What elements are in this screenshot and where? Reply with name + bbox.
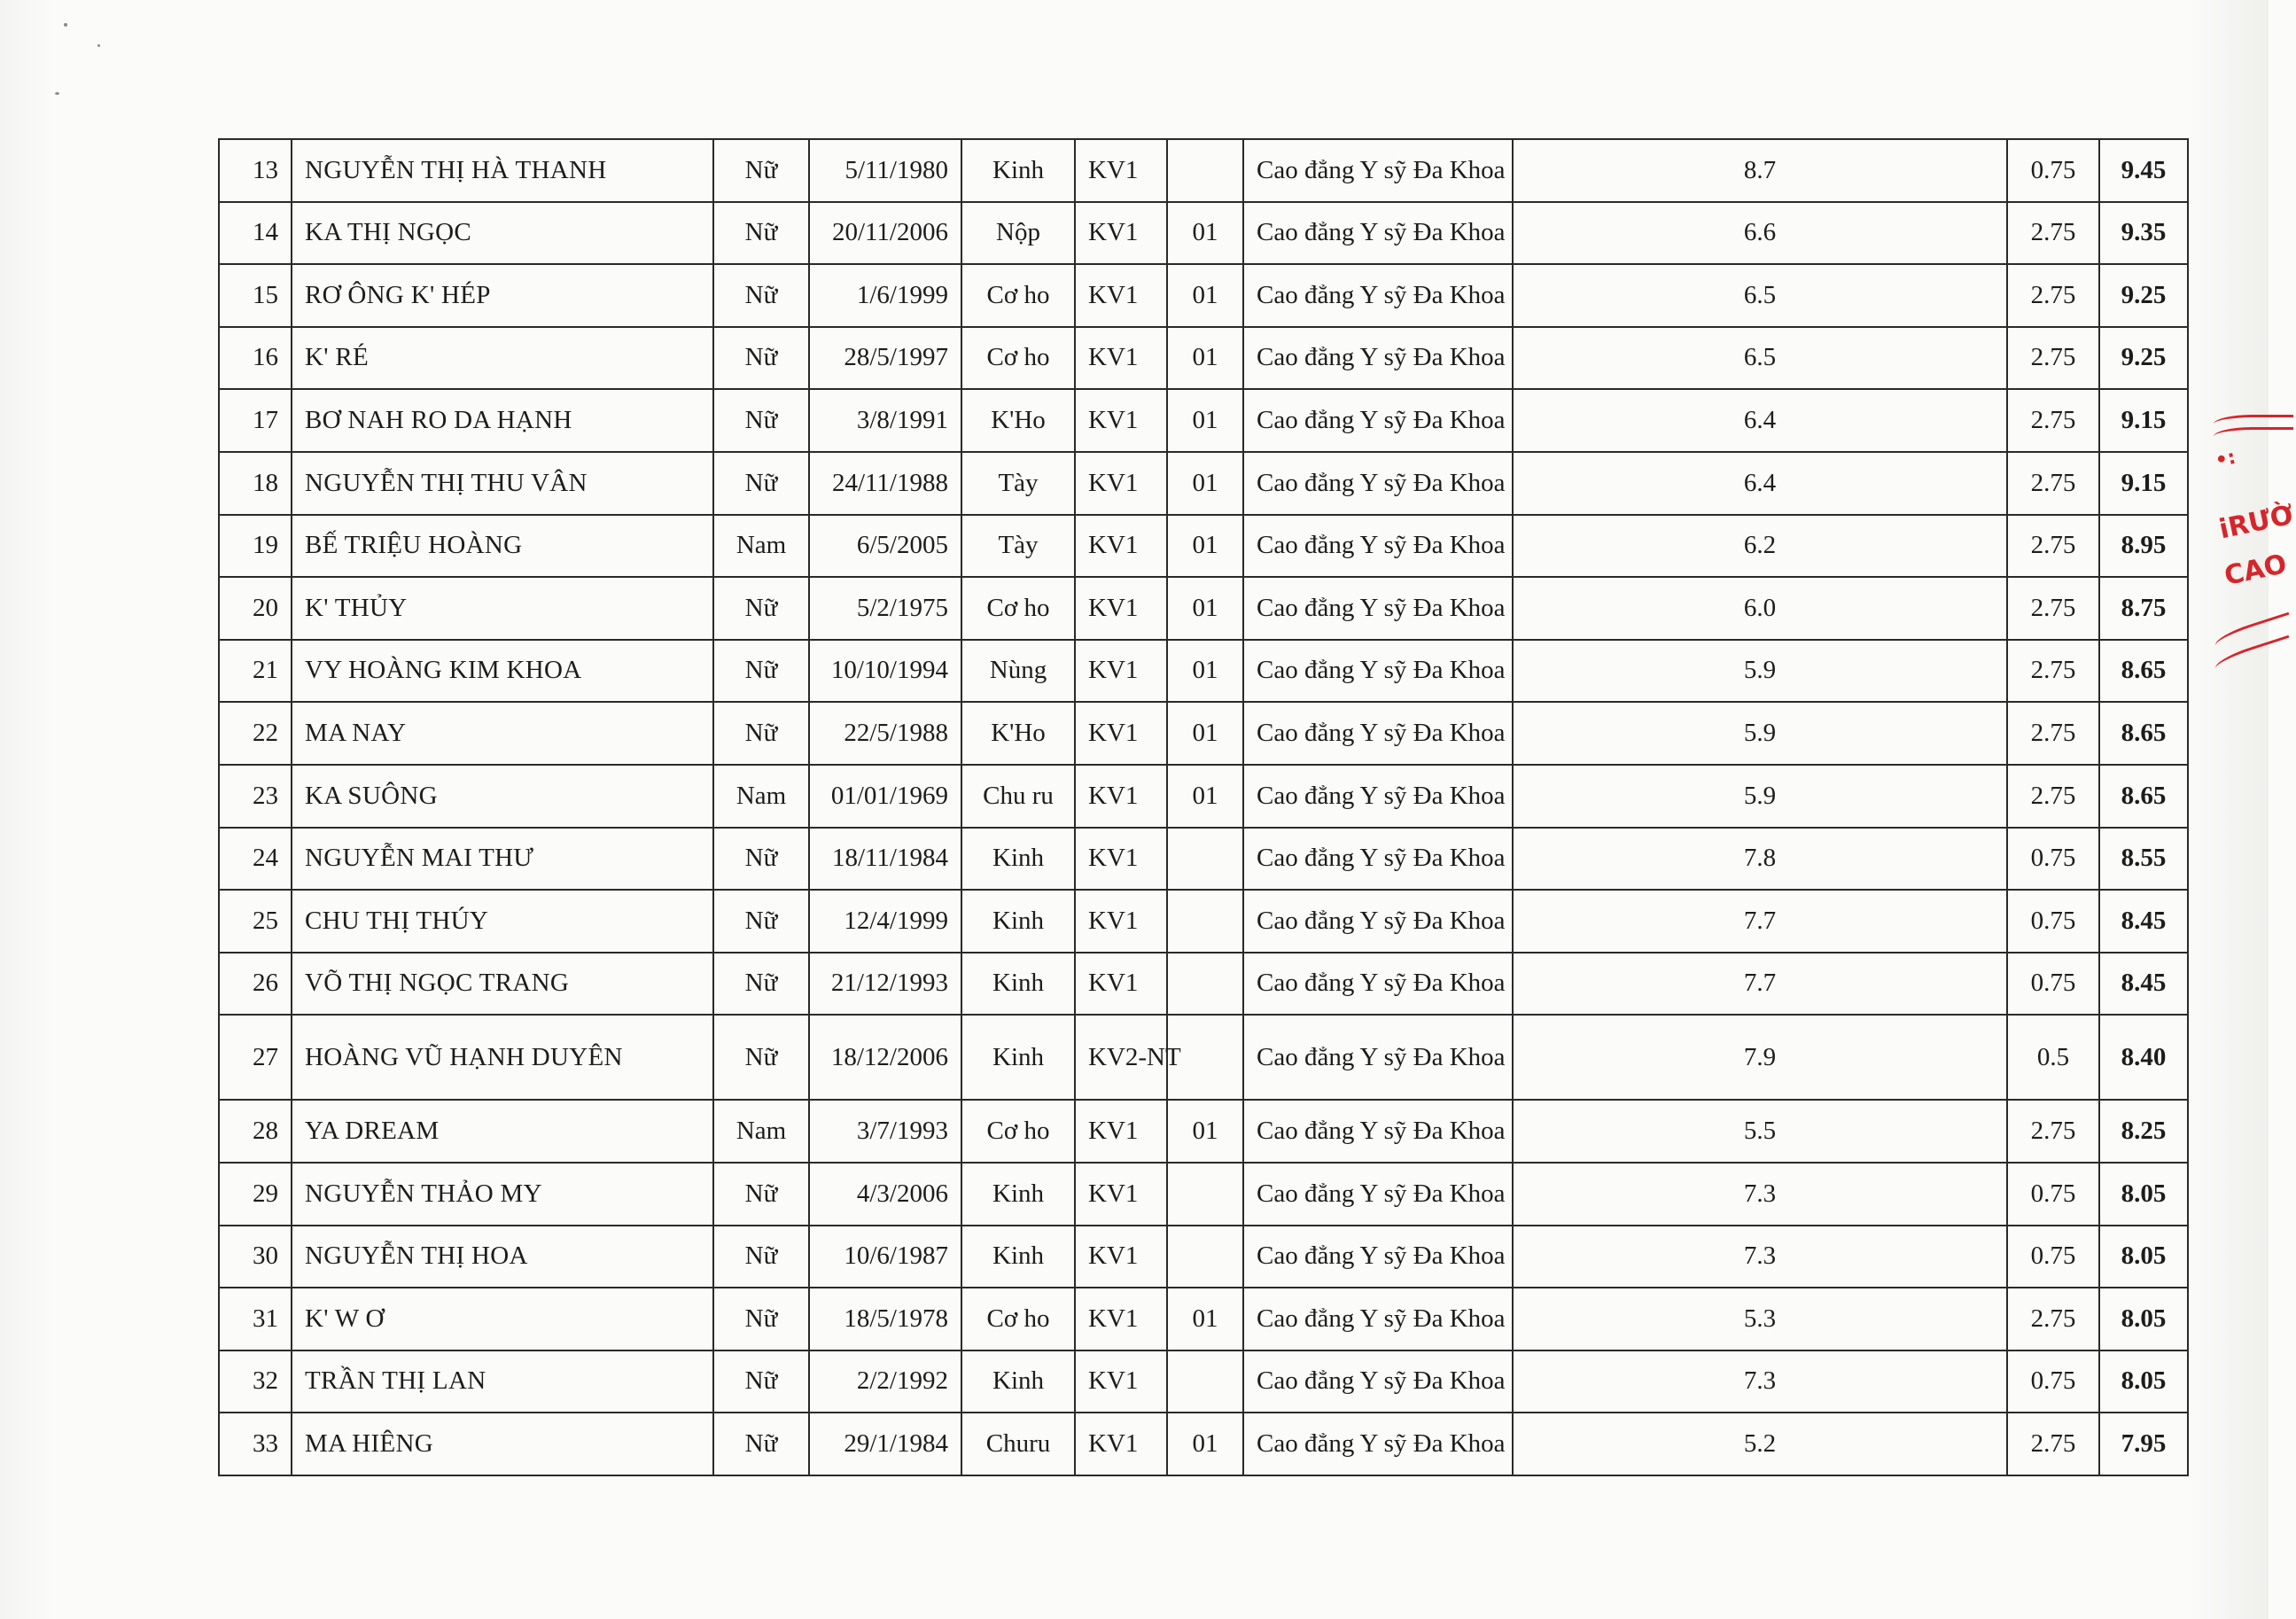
cell-bonus-points: 2.75 bbox=[2007, 389, 2099, 452]
cell-priority-object: 01 bbox=[1167, 1100, 1243, 1163]
cell-gender: Nữ bbox=[713, 702, 809, 765]
cell-row-number: 33 bbox=[219, 1413, 292, 1475]
cell-gender: Nữ bbox=[713, 828, 809, 891]
cell-priority-area: KV1 bbox=[1075, 702, 1167, 765]
cell-ethnicity: Chu ru bbox=[961, 765, 1075, 828]
cell-full-name: VÕ THỊ NGỌC TRANG bbox=[292, 953, 713, 1016]
cell-ethnicity: Cơ ho bbox=[961, 327, 1075, 390]
cell-gender: Nam bbox=[713, 1100, 809, 1163]
cell-gender: Nữ bbox=[713, 577, 809, 640]
cell-priority-area: KV1 bbox=[1075, 828, 1167, 891]
cell-priority-object: 01 bbox=[1167, 765, 1243, 828]
cell-bonus-points: 2.75 bbox=[2007, 202, 2099, 265]
cell-total-score: 9.25 bbox=[2099, 264, 2188, 327]
cell-ethnicity: K'Ho bbox=[961, 702, 1075, 765]
table-row bbox=[219, 765, 2188, 828]
cell-total-score: 9.15 bbox=[2099, 389, 2188, 452]
scan-speck bbox=[64, 23, 67, 27]
table-row bbox=[219, 1413, 2188, 1475]
table-row bbox=[219, 953, 2188, 1016]
cell-ethnicity: K'Ho bbox=[961, 389, 1075, 452]
cell-date-of-birth: 4/3/2006 bbox=[809, 1163, 961, 1226]
cell-ethnicity: Cơ ho bbox=[961, 1288, 1075, 1350]
cell-total-score: 8.25 bbox=[2099, 1100, 2188, 1163]
cell-major: Cao đẳng Y sỹ Đa Khoa bbox=[1243, 515, 1513, 578]
cell-row-number: 26 bbox=[219, 953, 292, 1016]
table-row bbox=[219, 202, 2188, 265]
cell-full-name: HOÀNG VŨ HẠNH DUYÊN bbox=[292, 1015, 713, 1100]
cell-priority-area: KV1 bbox=[1075, 202, 1167, 265]
cell-major: Cao đẳng Y sỹ Đa Khoa bbox=[1243, 828, 1513, 891]
cell-priority-area: KV1 bbox=[1075, 1288, 1167, 1350]
cell-major: Cao đẳng Y sỹ Đa Khoa bbox=[1243, 452, 1513, 515]
cell-priority-object bbox=[1167, 1226, 1243, 1288]
cell-major: Cao đẳng Y sỹ Đa Khoa bbox=[1243, 202, 1513, 265]
cell-total-score: 9.25 bbox=[2099, 327, 2188, 390]
cell-date-of-birth: 2/2/1992 bbox=[809, 1350, 961, 1413]
cell-score: 6.5 bbox=[1513, 264, 2007, 327]
cell-gender: Nữ bbox=[713, 1288, 809, 1350]
cell-priority-object: 01 bbox=[1167, 264, 1243, 327]
cell-score: 7.3 bbox=[1513, 1350, 2007, 1413]
cell-gender: Nữ bbox=[713, 953, 809, 1016]
cell-total-score: 8.55 bbox=[2099, 828, 2188, 891]
cell-date-of-birth: 20/11/2006 bbox=[809, 202, 961, 265]
cell-row-number: 19 bbox=[219, 515, 292, 578]
cell-priority-area: KV1 bbox=[1075, 1350, 1167, 1413]
cell-ethnicity: Tày bbox=[961, 515, 1075, 578]
cell-date-of-birth: 12/4/1999 bbox=[809, 890, 961, 953]
table-row bbox=[219, 1350, 2188, 1413]
cell-score: 5.9 bbox=[1513, 640, 2007, 703]
cell-date-of-birth: 22/5/1988 bbox=[809, 702, 961, 765]
cell-major: Cao đẳng Y sỹ Đa Khoa bbox=[1243, 139, 1513, 202]
table-row bbox=[219, 515, 2188, 578]
cell-score: 7.7 bbox=[1513, 953, 2007, 1016]
cell-full-name: NGUYỄN THẢO MY bbox=[292, 1163, 713, 1226]
cell-major: Cao đẳng Y sỹ Đa Khoa bbox=[1243, 1226, 1513, 1288]
cell-priority-area: KV1 bbox=[1075, 953, 1167, 1016]
cell-gender: Nữ bbox=[713, 1226, 809, 1288]
cell-total-score: 9.35 bbox=[2099, 202, 2188, 265]
cell-score: 6.4 bbox=[1513, 452, 2007, 515]
cell-bonus-points: 0.75 bbox=[2007, 1350, 2099, 1413]
cell-total-score: 8.75 bbox=[2099, 577, 2188, 640]
cell-score: 5.5 bbox=[1513, 1100, 2007, 1163]
cell-total-score: 8.65 bbox=[2099, 765, 2188, 828]
cell-ethnicity: Cơ ho bbox=[961, 1100, 1075, 1163]
cell-priority-area: KV1 bbox=[1075, 452, 1167, 515]
cell-row-number: 23 bbox=[219, 765, 292, 828]
cell-priority-object bbox=[1167, 1163, 1243, 1226]
cell-date-of-birth: 18/11/1984 bbox=[809, 828, 961, 891]
cell-ethnicity: Nộp bbox=[961, 202, 1075, 265]
cell-total-score: 8.05 bbox=[2099, 1288, 2188, 1350]
cell-total-score: 8.05 bbox=[2099, 1226, 2188, 1288]
cell-date-of-birth: 10/10/1994 bbox=[809, 640, 961, 703]
cell-row-number: 15 bbox=[219, 264, 292, 327]
cell-ethnicity: Nùng bbox=[961, 640, 1075, 703]
cell-full-name: TRẦN THỊ LAN bbox=[292, 1350, 713, 1413]
cell-full-name: MA NAY bbox=[292, 702, 713, 765]
cell-full-name: NGUYỄN THỊ HOA bbox=[292, 1226, 713, 1288]
table-row bbox=[219, 828, 2188, 891]
cell-score: 6.5 bbox=[1513, 327, 2007, 390]
cell-priority-area: KV2-NT bbox=[1075, 1015, 1167, 1100]
cell-score: 6.2 bbox=[1513, 515, 2007, 578]
cell-row-number: 17 bbox=[219, 389, 292, 452]
cell-bonus-points: 2.75 bbox=[2007, 1100, 2099, 1163]
cell-total-score: 7.95 bbox=[2099, 1413, 2188, 1475]
cell-bonus-points: 2.75 bbox=[2007, 327, 2099, 390]
cell-ethnicity: Cơ ho bbox=[961, 264, 1075, 327]
cell-row-number: 24 bbox=[219, 828, 292, 891]
cell-score: 7.7 bbox=[1513, 890, 2007, 953]
cell-total-score: 9.15 bbox=[2099, 452, 2188, 515]
cell-priority-object bbox=[1167, 1350, 1243, 1413]
cell-bonus-points: 2.75 bbox=[2007, 452, 2099, 515]
scan-speck bbox=[55, 92, 59, 95]
cell-full-name: RƠ ÔNG K' HÉP bbox=[292, 264, 713, 327]
cell-full-name: K' THỦY bbox=[292, 577, 713, 640]
table-row bbox=[219, 1288, 2188, 1350]
cell-date-of-birth: 3/8/1991 bbox=[809, 389, 961, 452]
cell-bonus-points: 0.75 bbox=[2007, 1226, 2099, 1288]
cell-score: 6.4 bbox=[1513, 389, 2007, 452]
cell-priority-object: 01 bbox=[1167, 389, 1243, 452]
cell-bonus-points: 0.5 bbox=[2007, 1015, 2099, 1100]
table-row bbox=[219, 1015, 2188, 1100]
cell-priority-area: KV1 bbox=[1075, 139, 1167, 202]
cell-full-name: KA THỊ NGỌC bbox=[292, 202, 713, 265]
table-row bbox=[219, 327, 2188, 390]
cell-major: Cao đẳng Y sỹ Đa Khoa bbox=[1243, 1015, 1513, 1100]
cell-row-number: 20 bbox=[219, 577, 292, 640]
cell-gender: Nữ bbox=[713, 202, 809, 265]
cell-priority-object: 01 bbox=[1167, 1288, 1243, 1350]
cell-row-number: 21 bbox=[219, 640, 292, 703]
cell-total-score: 8.45 bbox=[2099, 953, 2188, 1016]
cell-major: Cao đẳng Y sỹ Đa Khoa bbox=[1243, 1350, 1513, 1413]
cell-row-number: 18 bbox=[219, 452, 292, 515]
cell-bonus-points: 2.75 bbox=[2007, 640, 2099, 703]
cell-bonus-points: 2.75 bbox=[2007, 264, 2099, 327]
cell-score: 8.7 bbox=[1513, 139, 2007, 202]
cell-full-name: K' W Ơ bbox=[292, 1288, 713, 1350]
cell-bonus-points: 0.75 bbox=[2007, 953, 2099, 1016]
table-row bbox=[219, 577, 2188, 640]
cell-date-of-birth: 18/5/1978 bbox=[809, 1288, 961, 1350]
cell-priority-area: KV1 bbox=[1075, 264, 1167, 327]
cell-total-score: 8.65 bbox=[2099, 702, 2188, 765]
cell-gender: Nữ bbox=[713, 264, 809, 327]
cell-row-number: 31 bbox=[219, 1288, 292, 1350]
cell-priority-area: KV1 bbox=[1075, 389, 1167, 452]
cell-row-number: 14 bbox=[219, 202, 292, 265]
cell-gender: Nữ bbox=[713, 1350, 809, 1413]
cell-row-number: 13 bbox=[219, 139, 292, 202]
cell-priority-object: 01 bbox=[1167, 702, 1243, 765]
cell-full-name: NGUYỄN THỊ THU VÂN bbox=[292, 452, 713, 515]
table-row bbox=[219, 702, 2188, 765]
cell-bonus-points: 2.75 bbox=[2007, 765, 2099, 828]
cell-bonus-points: 0.75 bbox=[2007, 139, 2099, 202]
cell-major: Cao đẳng Y sỹ Đa Khoa bbox=[1243, 640, 1513, 703]
table-row bbox=[219, 1100, 2188, 1163]
cell-full-name: YA DREAM bbox=[292, 1100, 713, 1163]
cell-score: 5.9 bbox=[1513, 702, 2007, 765]
cell-major: Cao đẳng Y sỹ Đa Khoa bbox=[1243, 1163, 1513, 1226]
table-row bbox=[219, 452, 2188, 515]
cell-full-name: K' RÉ bbox=[292, 327, 713, 390]
cell-total-score: 8.05 bbox=[2099, 1163, 2188, 1226]
cell-total-score: 9.45 bbox=[2099, 139, 2188, 202]
cell-score: 6.6 bbox=[1513, 202, 2007, 265]
cell-ethnicity: Kinh bbox=[961, 1163, 1075, 1226]
cell-bonus-points: 2.75 bbox=[2007, 577, 2099, 640]
cell-major: Cao đẳng Y sỹ Đa Khoa bbox=[1243, 1288, 1513, 1350]
cell-ethnicity: Tày bbox=[961, 452, 1075, 515]
cell-ethnicity: Kinh bbox=[961, 1350, 1075, 1413]
cell-major: Cao đẳng Y sỹ Đa Khoa bbox=[1243, 890, 1513, 953]
cell-date-of-birth: 3/7/1993 bbox=[809, 1100, 961, 1163]
cell-major: Cao đẳng Y sỹ Đa Khoa bbox=[1243, 1100, 1513, 1163]
table-row bbox=[219, 890, 2188, 953]
cell-priority-area: KV1 bbox=[1075, 1100, 1167, 1163]
cell-gender: Nữ bbox=[713, 389, 809, 452]
cell-row-number: 30 bbox=[219, 1226, 292, 1288]
cell-major: Cao đẳng Y sỹ Đa Khoa bbox=[1243, 953, 1513, 1016]
scan-speck bbox=[97, 44, 100, 47]
cell-priority-object bbox=[1167, 139, 1243, 202]
cell-gender: Nam bbox=[713, 515, 809, 578]
cell-gender: Nữ bbox=[713, 139, 809, 202]
cell-full-name: BƠ NAH RO DA HẠNH bbox=[292, 389, 713, 452]
cell-ethnicity: Kinh bbox=[961, 1226, 1075, 1288]
cell-ethnicity: Kinh bbox=[961, 953, 1075, 1016]
cell-ethnicity: Kinh bbox=[961, 139, 1075, 202]
cell-bonus-points: 0.75 bbox=[2007, 828, 2099, 891]
cell-ethnicity: Cơ ho bbox=[961, 577, 1075, 640]
cell-score: 7.3 bbox=[1513, 1163, 2007, 1226]
cell-priority-area: KV1 bbox=[1075, 1226, 1167, 1288]
cell-priority-area: KV1 bbox=[1075, 765, 1167, 828]
cell-full-name: NGUYỄN THỊ HÀ THANH bbox=[292, 139, 713, 202]
cell-priority-object: 01 bbox=[1167, 515, 1243, 578]
cell-row-number: 22 bbox=[219, 702, 292, 765]
cell-priority-area: KV1 bbox=[1075, 1163, 1167, 1226]
cell-bonus-points: 2.75 bbox=[2007, 1288, 2099, 1350]
cell-score: 6.0 bbox=[1513, 577, 2007, 640]
cell-ethnicity: Kinh bbox=[961, 1015, 1075, 1100]
stamp-dot: •: bbox=[2213, 446, 2238, 473]
cell-gender: Nữ bbox=[713, 640, 809, 703]
cell-full-name: VY HOÀNG KIM KHOA bbox=[292, 640, 713, 703]
cell-bonus-points: 0.75 bbox=[2007, 890, 2099, 953]
cell-score: 5.3 bbox=[1513, 1288, 2007, 1350]
cell-priority-area: KV1 bbox=[1075, 890, 1167, 953]
cell-row-number: 27 bbox=[219, 1015, 292, 1100]
stamp-text-line1: iRƯỜ bbox=[2216, 499, 2296, 546]
cell-major: Cao đẳng Y sỹ Đa Khoa bbox=[1243, 702, 1513, 765]
cell-priority-area: KV1 bbox=[1075, 1413, 1167, 1475]
cell-row-number: 32 bbox=[219, 1350, 292, 1413]
cell-priority-object: 01 bbox=[1167, 1413, 1243, 1475]
cell-date-of-birth: 01/01/1969 bbox=[809, 765, 961, 828]
cell-date-of-birth: 29/1/1984 bbox=[809, 1413, 961, 1475]
cell-gender: Nữ bbox=[713, 1413, 809, 1475]
cell-total-score: 8.40 bbox=[2099, 1015, 2188, 1100]
table-row bbox=[219, 264, 2188, 327]
cell-priority-area: KV1 bbox=[1075, 515, 1167, 578]
cell-full-name: CHU THỊ THÚY bbox=[292, 890, 713, 953]
cell-ethnicity: Kinh bbox=[961, 890, 1075, 953]
cell-priority-object: 01 bbox=[1167, 327, 1243, 390]
cell-priority-object bbox=[1167, 953, 1243, 1016]
cell-date-of-birth: 18/12/2006 bbox=[809, 1015, 961, 1100]
cell-date-of-birth: 10/6/1987 bbox=[809, 1226, 961, 1288]
cell-score: 5.2 bbox=[1513, 1413, 2007, 1475]
table-row bbox=[219, 389, 2188, 452]
cell-total-score: 8.45 bbox=[2099, 890, 2188, 953]
cell-full-name: NGUYỄN MAI THƯ bbox=[292, 828, 713, 891]
table-row bbox=[219, 640, 2188, 703]
cell-total-score: 8.65 bbox=[2099, 640, 2188, 703]
cell-full-name: BẾ TRIỆU HOÀNG bbox=[292, 515, 713, 578]
cell-priority-object bbox=[1167, 828, 1243, 891]
cell-priority-object: 01 bbox=[1167, 452, 1243, 515]
cell-date-of-birth: 6/5/2005 bbox=[809, 515, 961, 578]
cell-date-of-birth: 5/2/1975 bbox=[809, 577, 961, 640]
cell-major: Cao đẳng Y sỹ Đa Khoa bbox=[1243, 765, 1513, 828]
cell-major: Cao đẳng Y sỹ Đa Khoa bbox=[1243, 264, 1513, 327]
cell-bonus-points: 2.75 bbox=[2007, 702, 2099, 765]
cell-gender: Nữ bbox=[713, 1015, 809, 1100]
cell-date-of-birth: 1/6/1999 bbox=[809, 264, 961, 327]
cell-row-number: 28 bbox=[219, 1100, 292, 1163]
cell-full-name: MA HIÊNG bbox=[292, 1413, 713, 1475]
cell-score: 7.3 bbox=[1513, 1226, 2007, 1288]
cell-date-of-birth: 21/12/1993 bbox=[809, 953, 961, 1016]
cell-gender: Nữ bbox=[713, 1163, 809, 1226]
cell-gender: Nam bbox=[713, 765, 809, 828]
cell-major: Cao đẳng Y sỹ Đa Khoa bbox=[1243, 577, 1513, 640]
cell-priority-object: 01 bbox=[1167, 202, 1243, 265]
cell-row-number: 25 bbox=[219, 890, 292, 953]
cell-date-of-birth: 24/11/1988 bbox=[809, 452, 961, 515]
table-body bbox=[219, 139, 2188, 1475]
cell-major: Cao đẳng Y sỹ Đa Khoa bbox=[1243, 327, 1513, 390]
cell-priority-object bbox=[1167, 890, 1243, 953]
cell-major: Cao đẳng Y sỹ Đa Khoa bbox=[1243, 1413, 1513, 1475]
cell-score: 7.9 bbox=[1513, 1015, 2007, 1100]
red-seal-stamp bbox=[2196, 415, 2296, 681]
admission-results-table bbox=[218, 138, 2189, 1476]
cell-full-name: KA SUÔNG bbox=[292, 765, 713, 828]
cell-priority-object: 01 bbox=[1167, 577, 1243, 640]
cell-bonus-points: 2.75 bbox=[2007, 515, 2099, 578]
cell-major: Cao đẳng Y sỹ Đa Khoa bbox=[1243, 389, 1513, 452]
cell-priority-area: KV1 bbox=[1075, 577, 1167, 640]
cell-gender: Nữ bbox=[713, 452, 809, 515]
cell-score: 5.9 bbox=[1513, 765, 2007, 828]
cell-score: 7.8 bbox=[1513, 828, 2007, 891]
cell-date-of-birth: 28/5/1997 bbox=[809, 327, 961, 390]
cell-date-of-birth: 5/11/1980 bbox=[809, 139, 961, 202]
table-row bbox=[219, 1226, 2188, 1288]
cell-ethnicity: Churu bbox=[961, 1413, 1075, 1475]
cell-ethnicity: Kinh bbox=[961, 828, 1075, 891]
cell-bonus-points: 0.75 bbox=[2007, 1163, 2099, 1226]
cell-priority-area: KV1 bbox=[1075, 640, 1167, 703]
cell-priority-area: KV1 bbox=[1075, 327, 1167, 390]
table-row bbox=[219, 1163, 2188, 1226]
table-row bbox=[219, 139, 2188, 202]
cell-bonus-points: 2.75 bbox=[2007, 1413, 2099, 1475]
cell-gender: Nữ bbox=[713, 327, 809, 390]
cell-gender: Nữ bbox=[713, 890, 809, 953]
cell-row-number: 16 bbox=[219, 327, 292, 390]
cell-total-score: 8.05 bbox=[2099, 1350, 2188, 1413]
cell-row-number: 29 bbox=[219, 1163, 292, 1226]
cell-priority-object: 01 bbox=[1167, 640, 1243, 703]
stamp-text-line2: CAO bbox=[2222, 549, 2290, 592]
cell-total-score: 8.95 bbox=[2099, 515, 2188, 578]
